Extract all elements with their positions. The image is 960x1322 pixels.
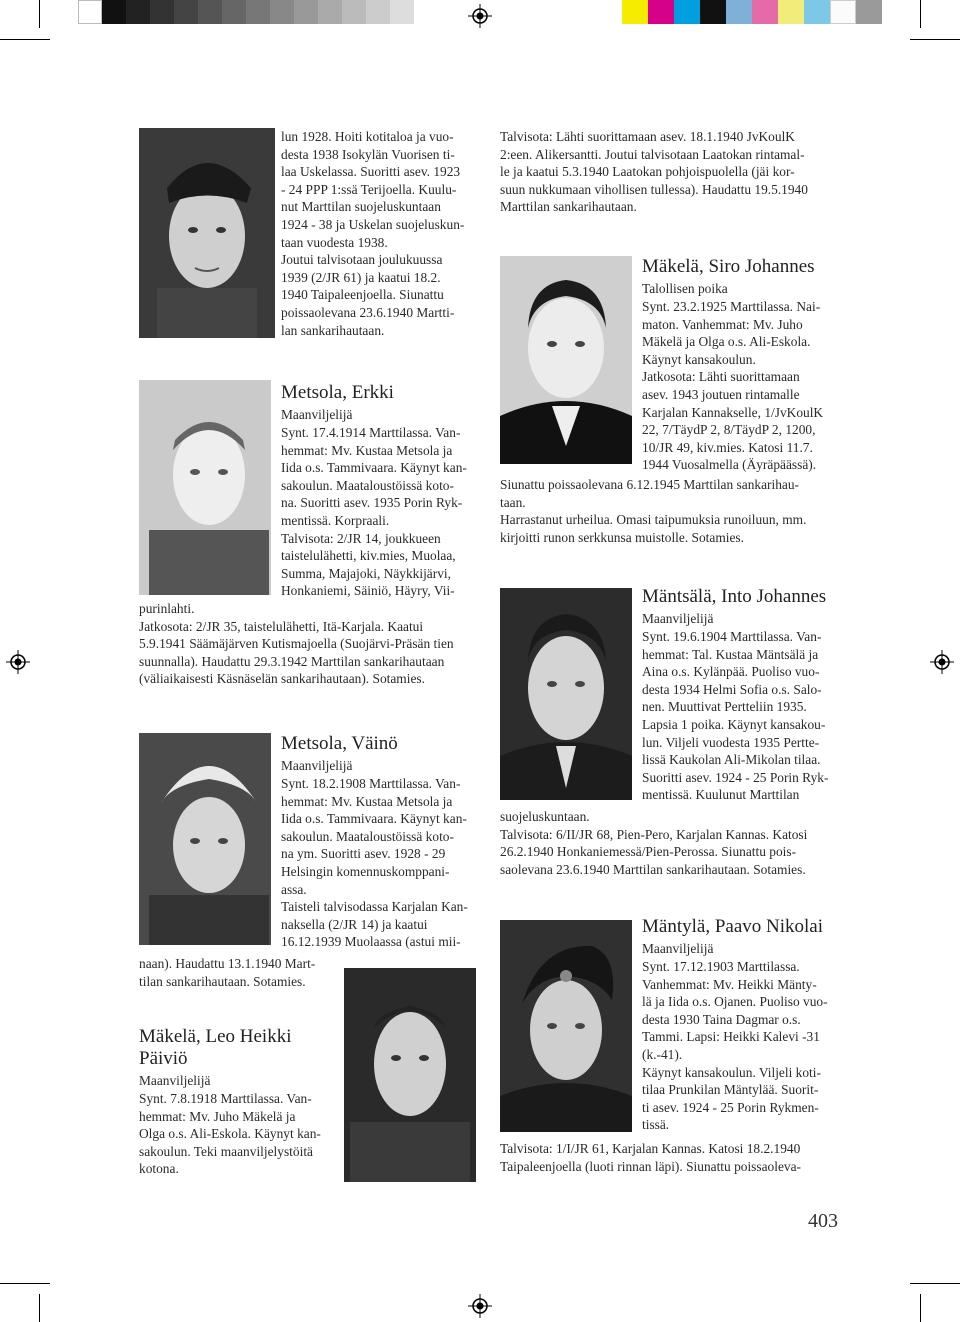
page-number: 403: [808, 1210, 838, 1232]
entry-text: Synt. 19.6.1904 Marttilassa. Van- hemmat: Tal. Kustaa Mäntsälä ja Aina o.s. Kylänpää. Puoliso vuo- desta 1934 Helmi Sofia o.s. Salo- nen. Muuttivat Pertteliin 1935. Lapsia 1 poika. Käynyt kansakou- lun. Viljeli vuodesta 1935 Pertte- lissä Kaukolan Ali-Mikolan tilaa. Suoritti asev. 1924 - 25 Porin Ryk- mentissä. Kuulunut Marttilan: [642, 629, 829, 803]
col1-top-text: lun 1928. Hoiti kotitaloa ja vuo- desta 1938 Isokylän Vuorisen ti- laa Uskelassa. Suoritti asev. 1923 - 24 PPP 1:ssä Terijoella. Kuulu- nut Marttilan suojeluskuntaan 1924 - 38 ja Uskelan suojeluskun- taan vuodesta 1938. Joutui talvisotaan joulukuussa 1939 (2/JR 61) ja kaatui 18.2. 1940 Taipaleenjoella. Siunattu poissaolevana 23.6.1940 Martti- lan sankarihautaan.: [281, 129, 465, 338]
entry-occupation: Maanviljelijä: [642, 941, 714, 956]
entry-text: Siunattu poissaolevana 6.12.1945 Marttilan sankarihau- taan. Harrastanut urheilua. Omasi taipumuksia runoiluun, mm. kirjoitti runon serkkunsa muistolle. Sotamies.: [500, 477, 807, 545]
portrait-photo: [139, 128, 275, 338]
entry-text: naan). Haudattu 13.1.1940 Mart- tilan sankarihautaan. Sotamies.: [139, 956, 316, 989]
entry-occupation: Maanviljelijä: [139, 1073, 211, 1088]
portrait-photo: [500, 588, 632, 800]
entry-name: Mäntsälä, Into Johannes: [642, 586, 827, 607]
entry-name: Metsola, Erkki: [281, 382, 394, 403]
entry-text: Synt. 17.4.1914 Marttilassa. Van- hemmat: Mv. Kustaa Metsola ja Iida o.s. Tammivaara. Käynyt kan- sakoulun. Maataloustöissä koto- na. Suoritti asev. 1935 Porin Ryk- mentissä. Korpraali. Talvisota: 2/JR 14, joukkueen taistelulähetti, kiv.mies, Muolaa, Summa, Majajoki, Näykkijärvi, Honkaniemi, Säiniö, Häyry, Vii-: [281, 425, 467, 599]
crosshair-icon: [930, 650, 954, 674]
entry-occupation: Maanviljelijä: [281, 407, 353, 422]
entry-occupation: Talollisen poika: [642, 281, 728, 296]
entry-text: Synt. 17.12.1903 Marttilassa. Vanhemmat: Mv. Heikki Mänty- lä ja Iida o.s. Ojanen. Puoliso vuo- desta 1930 Taina Dagmar o.s. Tammi. Lapsi: Heikki Kalevi -31 (k.-41). Käynyt kansakoulun. Viljeli koti- tilaa Prunkilan Mäntylää. Suorit- ti asev. 1924 - 25 Porin Rykmen- tissä.: [642, 959, 828, 1133]
portrait-photo: [139, 733, 271, 945]
entry-text: Synt. 18.2.1908 Marttilassa. Van- hemmat: Mv. Kustaa Metsola ja Iida o.s. Tammivaara. Käynyt kan- sakoulun. Maataloustöissä koto- na ym. Suoritti asev. 1928 - 29 Helsingin komennuskomppani- assa. Taisteli talvisodassa Karjalan Kan- naksella (2/JR 14) ja kaatui 16.12.1939 Muolaassa (astui mii-: [281, 776, 468, 950]
portrait-photo: [500, 920, 632, 1132]
entry-name: Mäkelä, Siro Johannes: [642, 256, 815, 277]
entry-text: Synt. 7.8.1918 Marttilassa. Van- hemmat: Mv. Juho Mäkelä ja Olga o.s. Ali-Eskola. Käynyt kan- sakoulun. Teki maanviljelystöitä kotona.: [139, 1091, 321, 1177]
crop-mark: [910, 39, 960, 40]
col2-top-text: Talvisota: Lähti suorittamaan asev. 18.1.1940 JvKoulK 2:een. Alikersantti. Joutui talvisotaan Laatokan rintamal- le ja kaatui 5.3.1940 Laatokan pohjoispuolella (jäi kor- suun nukkumaan vihollisen tullessa). Haudattu 19.5.1940 Marttilan sankarihautaan.: [500, 129, 808, 215]
entry-occupation: Maanviljelijä: [642, 611, 714, 626]
crop-mark: [920, 0, 921, 28]
entry-text: Talvisota: 1/I/JR 61, Karjalan Kannas. Katosi 18.2.1940 Taipaleenjoella (luoti rinnan läpi). Siunattu poissaoleva-: [500, 1141, 802, 1174]
crosshair-icon: [468, 4, 492, 28]
entry-name: Mäntylä, Paavo Nikolai: [642, 916, 823, 937]
crop-mark: [0, 1283, 50, 1284]
entry-occupation: Maanviljelijä: [281, 758, 353, 773]
portrait-photo: [500, 256, 632, 464]
crop-mark: [910, 1283, 960, 1284]
crop-mark: [39, 0, 40, 28]
crop-mark: [920, 1294, 921, 1322]
grayscale-strip: [78, 0, 414, 24]
entry-text: suojeluskuntaan. Talvisota: 6/II/JR 68, Pien-Pero, Karjalan Kannas. Katosi 26.2.1940 Honkaniemessä/Pien-Perossa. Siunattu pois- saolevana 23.6.1940 Marttilan sankarihautaan. Sotamies.: [500, 809, 808, 877]
crop-mark: [39, 1294, 40, 1322]
portrait-photo: [139, 380, 271, 595]
entry-text: Synt. 23.2.1925 Marttilassa. Nai- maton. Vanhemmat: Mv. Juho Mäkelä ja Olga o.s. Ali-Eskola. Käynyt kansakoulun. Jatkosota: Lähti suorittamaan asev. 1943 joutuen rintamalle Karjalan Kannakselle, 1/JvKoulK 22, 7/TäydP 2, 8/TäydP 2, 1200, 10/JR 49, kiv.mies. Katosi 11.7. 1944 Vuosalmella (Äyräpäässä).: [642, 299, 824, 473]
entry-text: purinlahti. Jatkosota: 2/JR 35, taistelulähetti, Itä-Karjala. Kaatui 5.9.1941 Säämäjärven Kutismajoella (Suojärvi-Präsän tien suunnalla). Haudattu 29.3.1942 Marttilan sankarihautaan (väliaikaisesti Käsnäselän sankarihautaan). Sotamies.: [139, 601, 454, 687]
entry-name: Metsola, Väinö: [281, 733, 398, 754]
crop-mark: [0, 39, 50, 40]
color-strip: [622, 0, 922, 24]
entry-name: Mäkelä, Leo Heikki Päiviö: [139, 1026, 292, 1069]
crosshair-icon: [6, 650, 30, 674]
crosshair-icon: [468, 1294, 492, 1318]
portrait-photo: [344, 968, 476, 1182]
